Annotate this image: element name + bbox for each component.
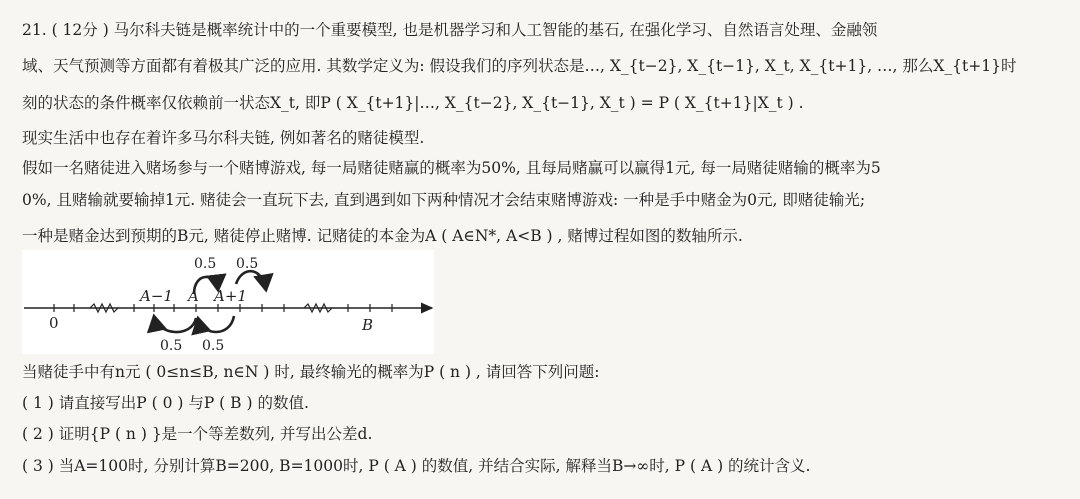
problem-line: 假如一名赌徒进入赌场参与一个赌博游戏, 每一局赌徒赌赢的概率为50%, 且每局赌赢可以赢得1元, 每一局赌徒赌输的概率为5 — [22, 159, 881, 177]
prob-up-left: 0.5 — [194, 256, 217, 272]
problem-line: 现实生活中也存在着许多马尔科夫链, 例如著名的赌徒模型. — [22, 129, 425, 147]
label-b: B — [362, 316, 374, 334]
problem-line: 域、天气预测等方面都有着极其广泛的应用. 其数学定义为: 假设我们的序列状态是…, X_{t−2}, X_{t−1}, X_t, X_{t+1}, …, 那么X_{t+1}时 — [22, 57, 1017, 75]
label-a: A — [188, 287, 199, 305]
arc-down-left — [154, 316, 196, 332]
problem-line: 刻的状态的条件概率仅依赖前一状态X_t, 即P ( X_{t+1}|…, X_{t−2}, X_{t−1}, X_t ) = P ( X_{t+1}|X_t ) . — [22, 94, 804, 112]
question-2: ( 2 ) 证明{P ( n ) }是一个等差数列, 并写出公差d. — [22, 425, 373, 443]
question-1: ( 1 ) 请直接写出P ( 0 ) 与P ( B ) 的数值. — [22, 394, 309, 412]
label-a-plus-1: A+1 — [214, 287, 247, 305]
prob-down-left: 0.5 — [160, 338, 183, 354]
problem-line: 当赌徒手中有n元 ( 0≤n≤B, n∈N ) 时, 最终输光的概率为P ( n ) , 请回答下列问题: — [22, 363, 600, 381]
number-line-figure — [22, 250, 434, 354]
problem-line: 一种是赌金达到预期的B元, 赌徒停止赌博. 记赌徒的本金为A ( A∈N*, A<B ) , 赌博过程如图的数轴所示. — [22, 227, 743, 245]
label-a-minus-1: A−1 — [140, 287, 173, 305]
problem-line: 0%, 且赌输就要输掉1元. 赌徒会一直玩下去, 直到遇到如下两种情况才会结束赌博游戏: 一种是手中赌金为0元, 即赌徒输光; — [22, 191, 866, 209]
question-3: ( 3 ) 当A=100时, 分别计算B=200, B=1000时, P ( A ) 的数值, 并结合实际, 解释当B→∞时, P ( A ) 的统计含义. — [22, 457, 811, 475]
label-zero: 0 — [49, 314, 59, 332]
number-line-diagram — [22, 250, 434, 354]
prob-up-right: 0.5 — [236, 256, 259, 272]
arc-down-right — [198, 316, 234, 332]
problem-line: 21. ( 12分 ) 马尔科夫链是概率统计中的一个重要模型, 也是机器学习和人工智能的基石, 在强化学习、自然语言处理、金融领 — [22, 21, 878, 39]
prob-down-right: 0.5 — [202, 338, 225, 354]
